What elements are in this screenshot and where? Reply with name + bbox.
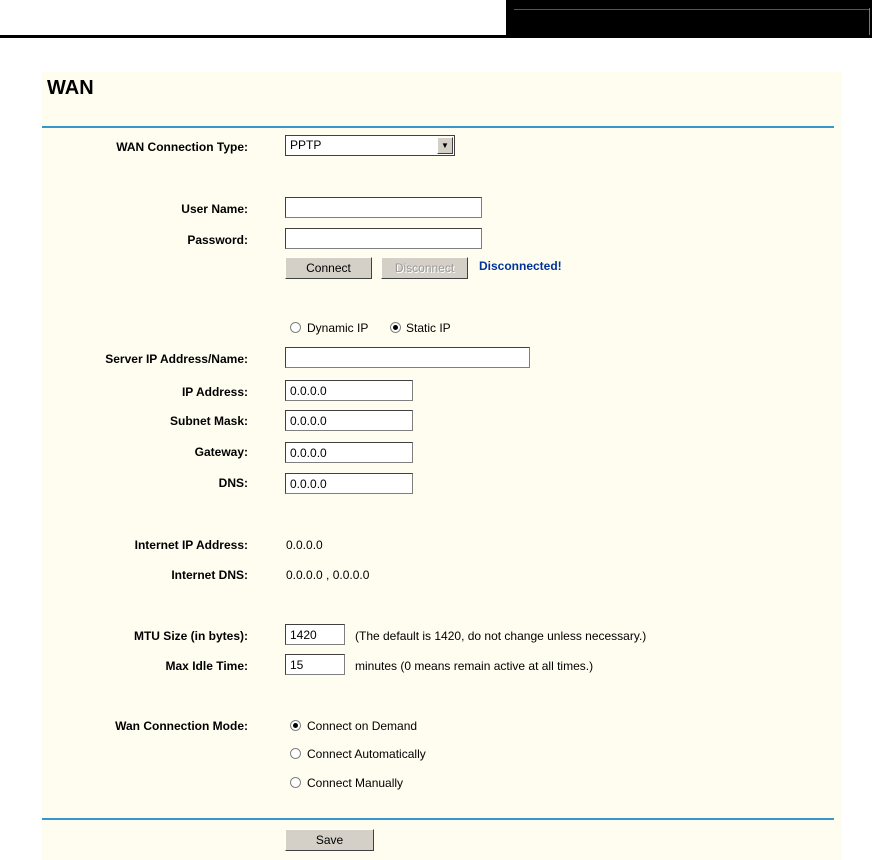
subnet-mask-input[interactable]	[285, 410, 413, 431]
connect-on-demand-label: Connect on Demand	[307, 719, 418, 733]
server-input[interactable]	[285, 347, 530, 368]
chevron-down-icon[interactable]: ▼	[437, 137, 453, 154]
user-name-label: User Name:	[181, 202, 248, 216]
user-name-input[interactable]	[285, 197, 482, 218]
internet-dns-label: Internet DNS:	[171, 568, 248, 582]
connect-on-demand-radio[interactable]	[290, 720, 301, 731]
static-ip-label: Static IP	[406, 321, 451, 335]
wan-mode-label: Wan Connection Mode:	[115, 719, 248, 733]
password-input[interactable]	[285, 228, 482, 249]
idle-time-label: Max Idle Time:	[165, 659, 248, 673]
bottom-divider	[42, 818, 834, 820]
idle-time-hint: minutes (0 means remain active at all times.)	[355, 659, 594, 673]
dynamic-ip-label: Dynamic IP	[307, 321, 369, 335]
password-label: Password:	[187, 233, 248, 247]
mtu-hint: (The default is 1420, do not change unless necessary.)	[355, 629, 647, 643]
wan-settings-panel	[42, 72, 842, 860]
server-label: Server IP Address/Name:	[105, 352, 248, 366]
subnet-mask-label: Subnet Mask:	[169, 414, 248, 428]
internet-dns-value: 0.0.0.0 , 0.0.0.0	[286, 568, 370, 582]
page-title: WAN	[47, 77, 94, 99]
header-bar-rule	[514, 9, 869, 10]
connection-type-value: PPTP	[290, 138, 322, 152]
connect-manually-label: Connect Manually	[307, 776, 404, 790]
dynamic-ip-radio[interactable]	[290, 322, 301, 333]
connection-status: Disconnected!	[479, 259, 562, 273]
disconnect-button[interactable]: Disconnect	[381, 257, 468, 279]
gateway-input[interactable]	[285, 442, 413, 463]
connection-type-label: WAN Connection Type:	[116, 140, 248, 154]
top-divider	[42, 126, 834, 128]
connect-automatically-label: Connect Automatically	[307, 747, 426, 761]
ip-address-label: IP Address:	[181, 385, 248, 399]
ip-address-input[interactable]	[285, 380, 413, 401]
connect-button[interactable]: Connect	[285, 257, 372, 279]
save-button[interactable]: Save	[285, 829, 374, 851]
internet-ip-value: 0.0.0.0	[286, 538, 323, 552]
dns-label: DNS:	[218, 476, 248, 490]
connection-type-select[interactable]	[285, 135, 455, 156]
internet-ip-label: Internet IP Address:	[134, 538, 248, 552]
connect-manually-radio[interactable]	[290, 777, 301, 788]
mtu-label: MTU Size (in bytes):	[133, 629, 248, 643]
header-bar-edge	[869, 8, 870, 35]
header-bar	[506, 0, 872, 38]
header-line	[0, 35, 506, 38]
gateway-label: Gateway:	[194, 445, 248, 459]
idle-time-input[interactable]	[285, 654, 345, 675]
static-ip-radio[interactable]	[390, 322, 401, 333]
connect-automatically-radio[interactable]	[290, 748, 301, 759]
dns-input[interactable]	[285, 473, 413, 494]
mtu-input[interactable]	[285, 624, 345, 645]
